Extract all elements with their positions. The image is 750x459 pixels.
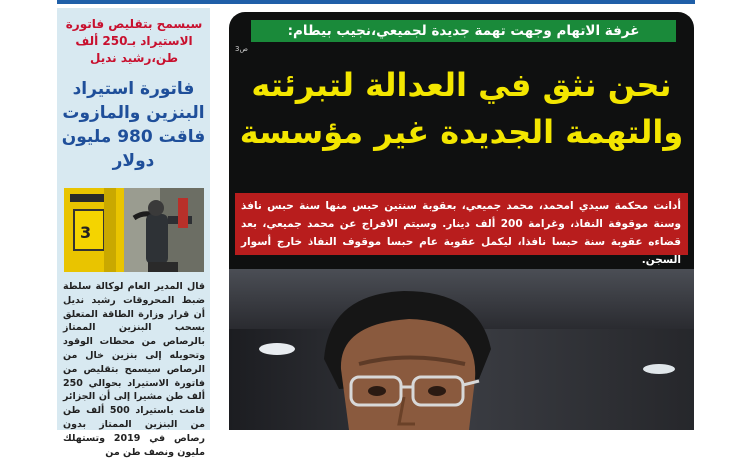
headline-line-2: والتهمة الجديدة غير مؤسسة xyxy=(239,113,684,151)
headline-line-1: نحن نثق في العدالة لتبرئته xyxy=(251,66,672,104)
main-story xyxy=(229,12,694,430)
side-article-body: قال المدير العام لوكالة سلطة ضبط المحروقات رشيد نديل أن قرار وزارة الطاقة المتعلق بسحب البنزين الممتاز بالرصاص من محطات الوقود وتحويله إلى بنزين خال من الرصاص سيسمح بتقليص من فاتورة الاستيراد بحوالي 250 ألف طن مشيرا إلى أن الجزائر قامت باستيراد 500 ألف طن من البنزين الممتاز بدون رصاص في 2019 وتستهلك مليون ونصف طن من xyxy=(63,281,205,458)
page-reference: ص3 xyxy=(235,45,248,53)
lead-box xyxy=(235,193,688,266)
main-headline[interactable] xyxy=(239,62,684,156)
lead-text: أدانت محكمة سيدي امحمد، محمد جميعي، بعقوبة سنتين حبس منها سنة حبس نافذ وسنة موقوفة النفاذ، وغرامة 200 ألف دينار. وسيتم الافراج عن محمد جميعي، بعد قضاءه عقوبة سنة حبسا نافذا، ليكمل عقوبة عام حبسا موقوف النفاذ خارج أسوار السجن. xyxy=(241,200,681,266)
kicker-banner: غرفة الاتهام وجهت تهمة جديدة لجميعي،نجيب بيطام: xyxy=(251,20,676,42)
portrait-photo xyxy=(229,269,694,430)
fuel-pump-illustration xyxy=(64,188,204,272)
top-rule xyxy=(57,0,695,4)
side-column xyxy=(57,8,210,458)
side-teaser: سيسمح بتقليص فاتورة الاستيراد بـ250 ألف طن،رشيد نديل xyxy=(65,17,203,65)
svg-text:3: 3 xyxy=(80,223,92,242)
fuel-pump-photo xyxy=(64,188,204,272)
side-headline: فاتورة استيراد البنزين والمازوت فاقت 980 مليون دولار xyxy=(61,79,206,171)
portrait-illustration xyxy=(229,269,694,430)
